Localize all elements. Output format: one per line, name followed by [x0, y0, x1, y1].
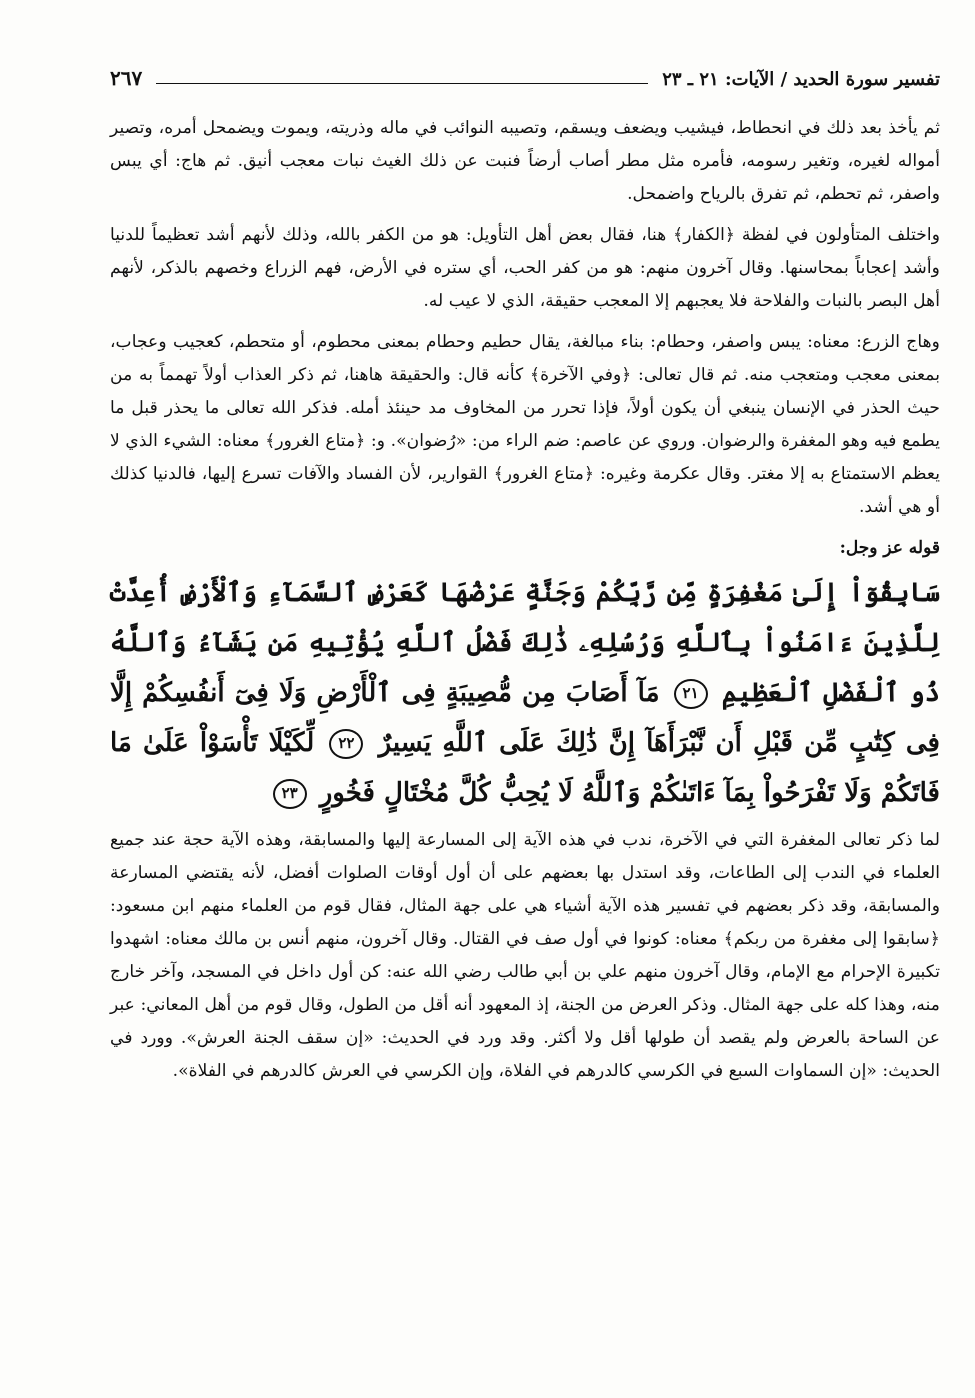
running-header	[110, 62, 940, 90]
quran-verses	[110, 568, 940, 818]
page-number: ٢٦٧	[110, 66, 143, 90]
verse-21-text: سَابِقُوٓاْ إِلَىٰ مَغْفِرَةٍ مِّن رَّبِّكُمْ وَجَنَّةٍ عَرْضُهَا كَعَرْضِ ٱلسَّمَآءِ وَٱلْأَرْضِ أُعِدَّتْ لِلَّذِينَ ءَامَنُواْ بِٱللَّهِ وَرُسُلِهِۦ ذَٰلِكَ فَضْلُ ٱللَّهِ يُؤْتِيهِ مَن يَشَآءُ وَٱللَّهُ ذُو ٱلْفَضْلِ ٱلْعَظِيمِ	[110, 578, 940, 708]
header-rule	[156, 83, 648, 84]
paragraph-1: ثم يأخذ بعد ذلك في انحطاط، فيشيب ويضعف ويسقم، وتصيبه النوائب في ماله وذريته، ويموت ويضمحل أمره، وتصير أمواله لغيره، وتغير رسومه، فأمره مثل مطر أصاب أرضاً فنبت عن ذلك الغيث نبات معجب أنيق. ثم هاج: أي يبس واصفر، ثم تحطم، ثم تفرق بالرياح واضمحل.	[110, 118, 940, 204]
verse-22-text: مَآ أَصَابَ مِن مُّصِيبَةٍ فِى ٱلْأَرْضِ وَلَا فِىٓ أَنفُسِكُمْ إِلَّا فِى كِتَٰبٍ مِّن قَبْلِ أَن نَّبْرَأَهَآ إِنَّ ذَٰلِكَ عَلَى ٱللَّهِ يَسِيرٌ	[110, 678, 940, 758]
paragraph-3: وهاج الزرع: معناه: يبس واصفر، وحطام: بناء مبالغة، يقال حطيم وحطام بمعنى محطوم، أو متحطم، كعجيب وعجاب، بمعنى معجب ومتعجب منه. ثم قال تعالى: ﴿وفي الآخرة﴾ كأنه قال: والحقيقة هاهنا، ثم ذكر العذاب أولاً تهمماً به من حيث الحذر في الإنسان ينبغي أن يكون أولاً، فإذا تحرر من المخاوف مد حينئذ أمله. فذكر الله تعالى ما يحذر قبل ما يطمع فيه وهو المغفرة والرضوان. وروي عن عاصم: ضم الراء من: «رُضوان». و: ﴿متاع الغرور﴾ معناه: الشيء الذي لا يعظم الاستمتاع به إلا مغتر. وقال عكرمة وغيره: ﴿متاع الغرور﴾ القوارير، لأن الفساد والآفات تسرع إليها، فالدنيا كذلك أو هي أشد.	[110, 332, 940, 517]
verse-21-number: ٢١	[674, 679, 708, 709]
paragraph-4: لما ذكر تعالى المغفرة التي في الآخرة، ندب في هذه الآية إلى المسارعة إليها والمسابقة، وهذه الآية حجة عند جميع العلماء في الندب إلى الطاعات، وقد استدل بها بعضهم على أن أول أوقات الصلوات أفضل، لأنه يقتضي المسارعة والمسابقة، وقد ذكر بعضهم في تفسير هذه الآية أشياء هي على جهة المثال، فقال قوم من العلماء منهم ابن مسعود: ﴿سابقوا إلى مغفرة من ربكم﴾ معناه: كونوا في أول صف في القتال. وقال آخرون، منهم أنس بن مالك معناه: اشهدوا تكبيرة الإحرام مع الإمام، وقال آخرون منهم علي بن أبي طالب رضي الله عنه: كن أول داخل في المسجد، وآخر خارج منه، وهذا كله على جهة المثال. وذكر العرض من الجنة، إذ المعهود أنه أقل من الطول، وقال قوم من أهل المعاني: عبر عن الساحة بالعرض ولم يقصد أن طولها أقل ولا أكثر. وقد ورد في الحديث: «إن سقف الجنة العرش». وورد في الحديث: «إن السماوات السبع في الكرسي كالدرهم في الفلاة، وإن الكرسي في العرش كالدرهم في الفلاة».	[110, 830, 940, 1081]
page-content	[110, 62, 940, 1088]
paragraph-2: واختلف المتأولون في لفظة ﴿الكفار﴾ هنا، فقال بعض أهل التأويل: هو من الكفر بالله، وذلك لأنهم أشد تعظيماً للدنيا وأشد إعجاباً بمحاسنها. وقال آخرون منهم: هو من كفر الحب، أي ستره في الأرض، فهم الزراع وخصهم بالذكر، لأنهم أهل البصر بالنبات والفلاحة فلا يعجبهم إلا المعجب حقيقة، الذي لا عيب له.	[110, 225, 940, 311]
verse-23-text: لِّكَيْلَا تَأْسَوْاْ عَلَىٰ مَا فَاتَكُمْ وَلَا تَفْرَحُواْ بِمَآ ءَاتَىٰكُمْ وَٱللَّهُ لَا يُحِبُّ كُلَّ مُخْتَالٍ فَخُورٍ	[110, 728, 940, 808]
verse-23-number: ٢٣	[273, 779, 307, 809]
verse-22-number: ٢٢	[329, 729, 363, 759]
verse-intro: قوله عز وجل:	[839, 538, 940, 558]
header-title: تفسير سورة الحديد / الآيات: ٢١ ـ ٢٣	[662, 69, 940, 90]
